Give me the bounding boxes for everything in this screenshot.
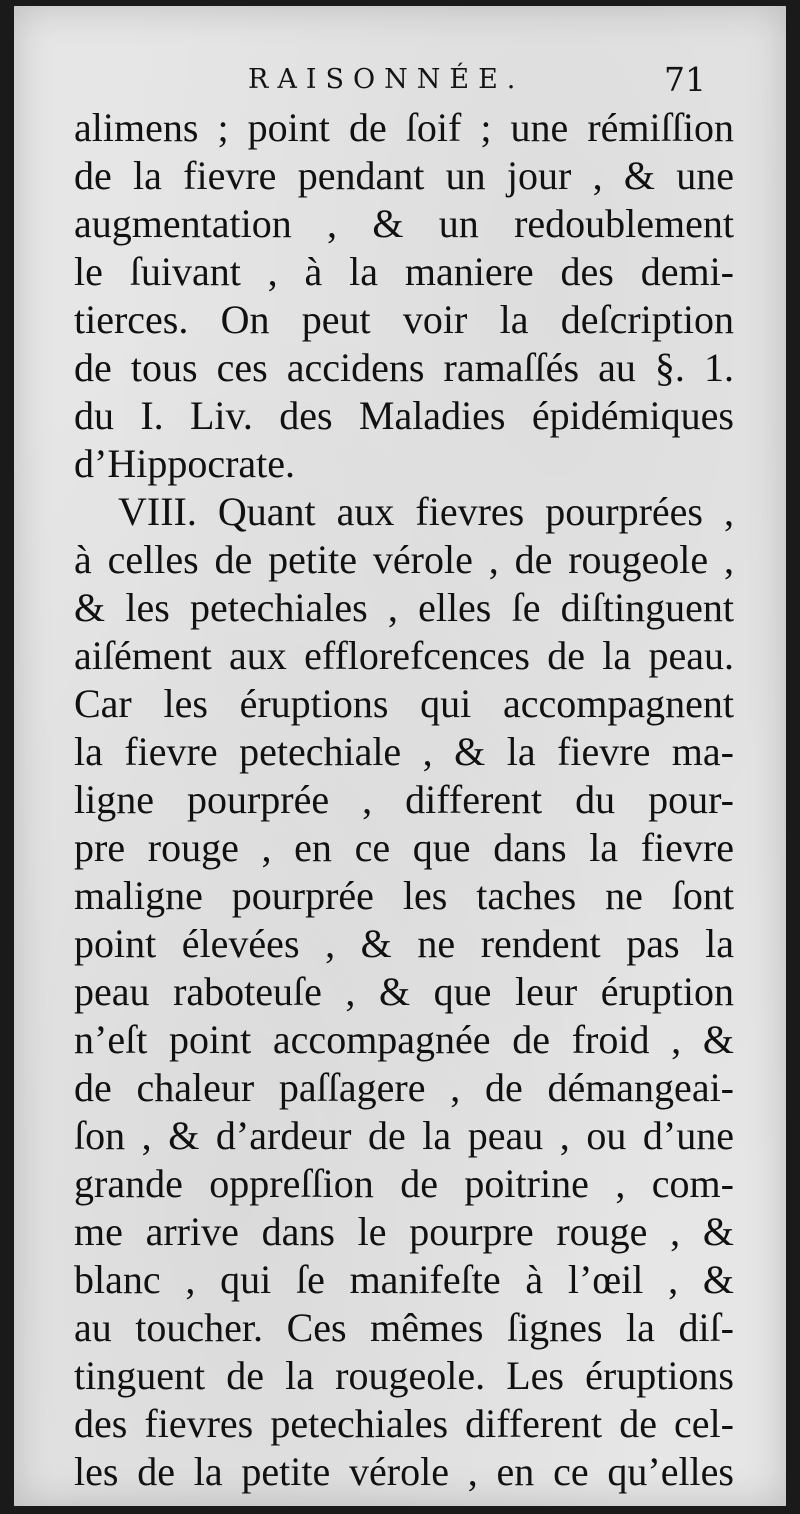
running-head — [14, 58, 786, 102]
text-line: le ſuivant , à la maniere des demi- — [74, 249, 734, 294]
text-line: les de la petite vérole , en ce qu’elles — [74, 1449, 734, 1494]
text-line: n’eſt point accompagnée de froid , & — [74, 1017, 734, 1062]
text-line: la fievre petechiale , & la fievre ma- — [74, 729, 734, 774]
text-line: à celles de petite vérole , de rougeole , — [74, 537, 734, 582]
page-number: 71 — [664, 60, 706, 99]
paragraph-start-line: VIII. Quant aux fievres pourprées , — [118, 489, 734, 534]
text-line: des fievres petechiales different de cel- — [74, 1401, 734, 1446]
text-line: augmentation , & un redoublement — [74, 201, 734, 246]
text-line: de chaleur paſſagere , de démangeai- — [74, 1065, 734, 1110]
text-line: ſon , & d’ardeur de la peau , ou d’une — [74, 1113, 734, 1158]
text-line: alimens ; point de ſoif ; une rémiſſion — [74, 105, 734, 150]
book-page — [14, 6, 786, 1506]
text-line: grande oppreſſion de poitrine , com- — [74, 1161, 734, 1206]
text-line: tinguent de la rougeole. Les éruptions — [74, 1353, 734, 1398]
text-line: de tous ces accidens ramaſſés au §. 1. — [74, 345, 734, 390]
text-line: blanc , qui ſe manifeſte à l’œil , & — [74, 1257, 734, 1302]
running-head-title: RAISONNÉE. — [248, 64, 525, 95]
text-line: peau raboteuſe , & que leur éruption — [74, 969, 734, 1014]
text-line: & les petechiales , elles ſe diſtinguent — [74, 585, 734, 630]
text-line: au toucher. Ces mêmes ſignes la diſ- — [74, 1305, 734, 1350]
text-line: d’Hippocrate. — [74, 441, 296, 486]
text-line: Car les éruptions qui accompagnent — [74, 681, 734, 726]
body-text — [74, 104, 734, 1496]
text-line: du I. Liv. des Maladies épidémiques — [74, 393, 734, 438]
text-line: tierces. On peut voir la deſcription — [74, 297, 734, 342]
text-line: pre rouge , en ce que dans la fievre — [74, 825, 734, 870]
text-line: point élevées , & ne rendent pas la — [74, 921, 734, 966]
text-line: ligne pourprée , different du pour- — [74, 777, 734, 822]
text-line: me arrive dans le pourpre rouge , & — [74, 1209, 734, 1254]
text-line: maligne pourprée les taches ne ſont — [74, 873, 734, 918]
text-line: de la fievre pendant un jour , & une — [74, 153, 734, 198]
text-line: aiſément aux efflorefcences de la peau. — [74, 633, 734, 678]
